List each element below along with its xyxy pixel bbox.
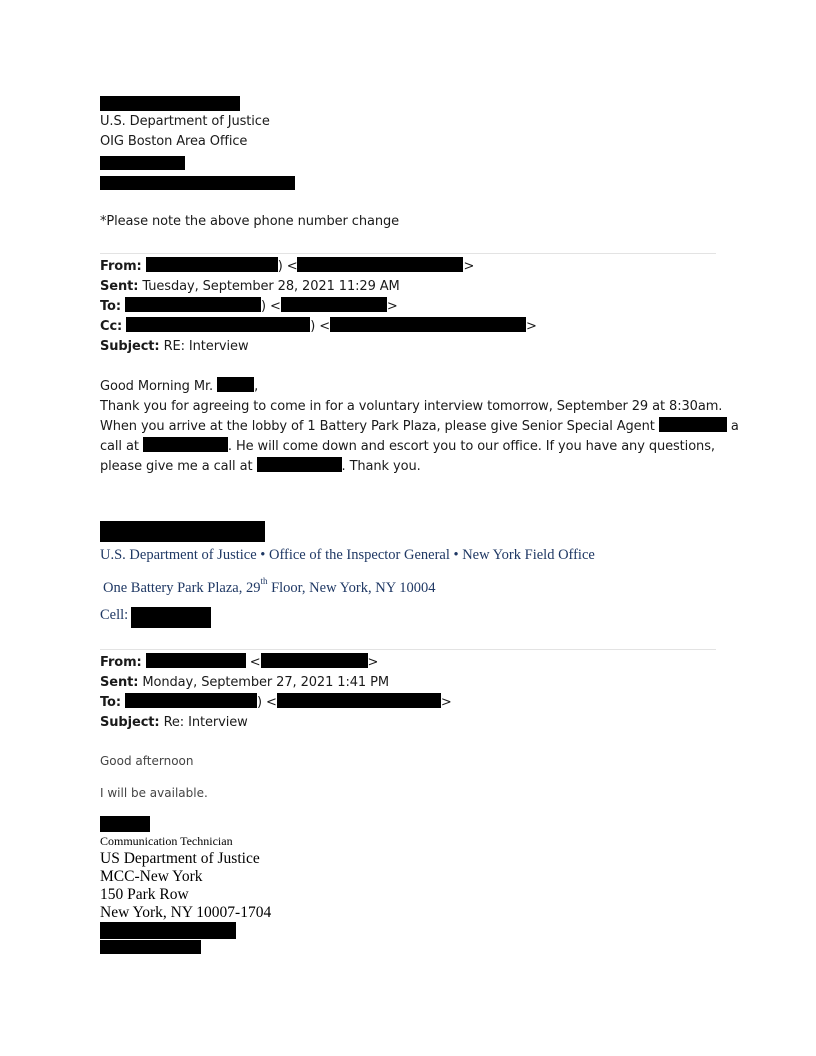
redacted-cc xyxy=(126,317,310,332)
redacted-sender-email xyxy=(261,653,368,668)
email1-sent-row xyxy=(100,277,400,297)
sig3-title: Communication Technician xyxy=(100,834,233,848)
email1-subject-row xyxy=(100,337,248,357)
sig1-office: OIG Boston Area Office xyxy=(100,134,248,149)
sent-label: Sent: xyxy=(100,675,139,690)
sent-label: Sent: xyxy=(100,279,139,294)
email2-to-row: To: ) < > xyxy=(100,695,452,710)
email1-body-line1: Thank you for agreeing to come in for a voluntary interview tomorrow, September 29 at 8:30am. xyxy=(100,399,723,414)
cc-label: Cc: xyxy=(100,319,123,334)
redacted-phone-2 xyxy=(257,457,342,472)
sig3-street: 150 Park Row xyxy=(100,886,189,903)
sig3-city: New York, NY 10007-1704 xyxy=(100,904,272,921)
sent-value: Tuesday, September 28, 2021 11:29 AM xyxy=(142,279,400,294)
redacted-agent-phone xyxy=(143,437,228,452)
subject-value: RE: Interview xyxy=(163,339,249,354)
to-label: To: xyxy=(100,299,121,314)
redacted-email xyxy=(100,940,201,954)
divider xyxy=(100,253,716,254)
from-label: From: xyxy=(100,655,142,670)
email2-body: I will be available. xyxy=(100,786,208,800)
email1-greeting: Good Morning Mr. , xyxy=(100,379,259,394)
redacted-signer xyxy=(100,816,150,832)
redacted-sender xyxy=(146,257,278,272)
email1-to-row: To: ) < > xyxy=(100,299,398,314)
redacted-recipient xyxy=(125,693,257,708)
redacted-sender-email xyxy=(297,257,463,272)
redacted-phone xyxy=(100,156,185,170)
redacted-sender xyxy=(146,653,246,668)
email2-sent-row xyxy=(100,673,389,693)
redacted-recipient-email xyxy=(281,297,387,312)
sig2-org-line: U.S. Department of Justice • Office of the Inspector General • New York Field Office xyxy=(100,547,595,563)
divider xyxy=(100,649,716,650)
from-label: From: xyxy=(100,259,142,274)
redacted-agent-name xyxy=(659,417,727,432)
subject-label: Subject: xyxy=(100,715,160,730)
subject-label: Subject: xyxy=(100,339,160,354)
email2-from-row: From: < > xyxy=(100,655,379,670)
sig3-dept: US Department of Justice xyxy=(100,850,260,867)
to-label: To: xyxy=(100,695,121,710)
email2-greeting: Good afternoon xyxy=(100,754,194,768)
redacted-name xyxy=(100,96,240,111)
email1-body-line3: call at . He will come down and escort you to our office. If you have any questions, xyxy=(100,439,715,454)
email2-subject-row xyxy=(100,713,248,733)
email1-from-row: From: ) < > xyxy=(100,259,475,274)
email1-cc-row: Cc: ) < > xyxy=(100,319,537,334)
phone-change-note: *Please note the above phone number change xyxy=(100,214,400,229)
subject-value: Re: Interview xyxy=(163,715,248,730)
sig2-cell: Cell: xyxy=(100,607,129,623)
sent-value: Monday, September 27, 2021 1:41 PM xyxy=(142,675,389,690)
redacted-cc-email xyxy=(330,317,526,332)
redacted-cell xyxy=(131,607,211,628)
redacted-signer xyxy=(100,521,265,542)
redacted-recipient-email xyxy=(277,693,441,708)
sig1-dept: U.S. Department of Justice xyxy=(100,114,270,129)
email1-body-line4: please give me a call at . Thank you. xyxy=(100,459,421,474)
email1-body-line2: When you arrive at the lobby of 1 Battery Park Plaza, please give Senior Special Agent a xyxy=(100,419,739,434)
sig2-address: One Battery Park Plaza, 29th Floor, New York, NY 10004 xyxy=(103,576,436,596)
redacted-surname xyxy=(217,377,254,392)
sig3-facility: MCC-New York xyxy=(100,868,203,885)
redacted-phone xyxy=(100,922,236,939)
redacted-email xyxy=(100,176,295,190)
redacted-recipient xyxy=(125,297,261,312)
